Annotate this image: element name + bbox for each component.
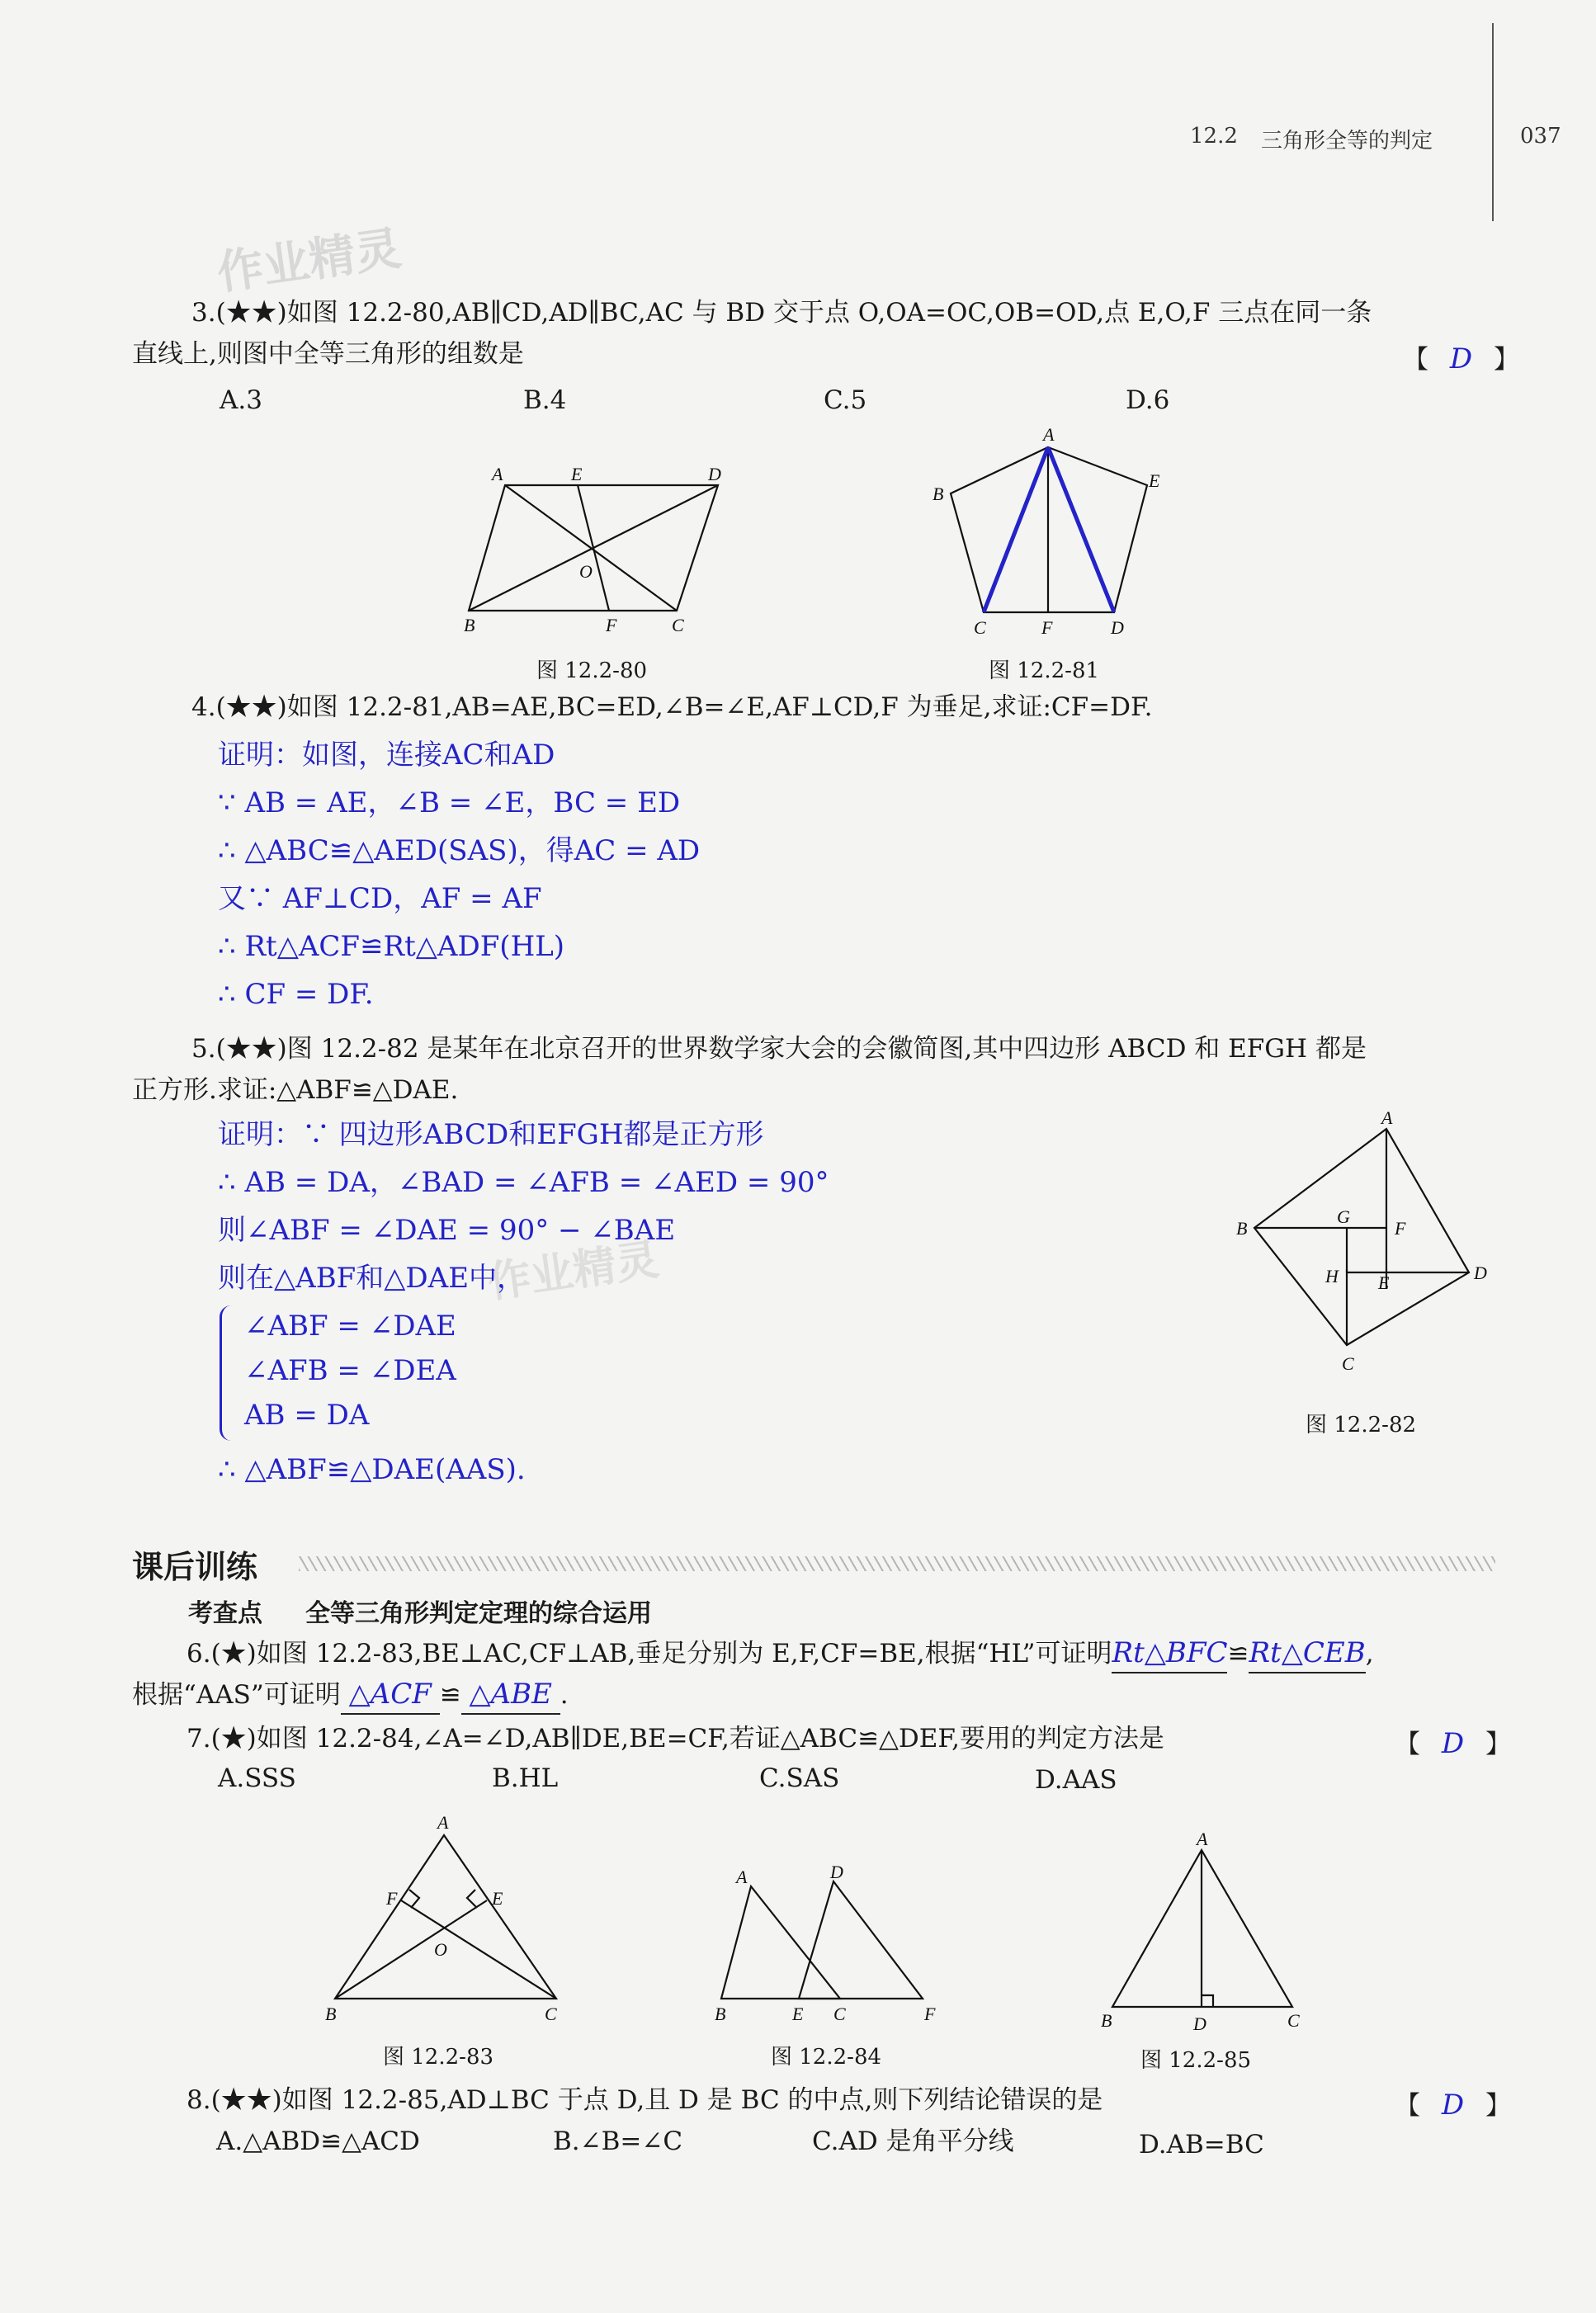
- q5-system-line-3: AB = DA: [244, 1399, 370, 1432]
- q6-cong-2: ≌: [439, 1680, 461, 1710]
- q6-line1: [187, 1634, 1374, 1673]
- header-title: 三角形全等的判定: [1261, 129, 1433, 153]
- q6-blank-2: Rt△CEB: [1249, 1634, 1365, 1673]
- q5-system-line-2: ∠AFB = ∠DEA: [244, 1354, 456, 1387]
- q4-proof-line-6: ∴ CF = DF.: [218, 978, 374, 1011]
- bracket-open: 【: [1395, 2091, 1420, 2121]
- bracket-close: 】: [1485, 2091, 1511, 2121]
- q8-text: 8.(★★)如图 12.2-85,AD⊥BC 于点 D,且 D 是 BC 的中点,则下列结论错误的是: [187, 2085, 1103, 2115]
- figure-12-2-82: [1221, 1106, 1502, 1395]
- q6-blank-3: △ACF: [341, 1675, 440, 1715]
- header-section: 12.2: [1190, 124, 1238, 149]
- fig83-label-f: F: [386, 1888, 398, 1909]
- fig81-label-a: A: [1043, 424, 1055, 445]
- q3-option-b: B.4: [523, 385, 567, 415]
- q6-prefix: 6.(★)如图 12.2-83,BE⊥AC,CF⊥AB,垂足分别为 E,F,CF=BE,根据“HL”可证明: [187, 1639, 1112, 1669]
- fig80-label-b: B: [464, 615, 475, 635]
- q5-conclusion: ∴ △ABF≌△DAE(AAS).: [218, 1453, 526, 1486]
- figure-12-2-83: [314, 1807, 578, 2030]
- kcd-text: 全等三角形判定定理的综合运用: [305, 1599, 652, 1628]
- q3-option-d: D.6: [1126, 385, 1170, 415]
- bracket-close: 】: [1493, 345, 1519, 375]
- q4-proof-line-1: 证明：如图，连接AC和AD: [218, 739, 555, 772]
- q6-line2-prefix: 根据“AAS”可证明: [132, 1680, 341, 1710]
- fig81-label-e: E: [1149, 470, 1160, 491]
- q3-option-a: A.3: [220, 385, 262, 415]
- watermark-2: 作业精灵: [484, 1234, 662, 1309]
- fig80-label-d: D: [708, 464, 721, 484]
- q7-option-b: B.HL: [492, 1763, 559, 1793]
- q3-line2: 直线上,则图中全等三角形的组数是: [132, 339, 524, 369]
- q5-proof: [218, 1111, 829, 1302]
- fig80-caption: 图 12.2-80: [536, 658, 648, 683]
- q4-proof: [218, 731, 700, 1018]
- fig84-label-b: B: [715, 2004, 726, 2024]
- fig82-label-h: H: [1325, 1266, 1339, 1286]
- watermark: 作业精灵: [214, 221, 405, 301]
- fig80-label-a: A: [492, 464, 503, 484]
- bracket-close: 】: [1485, 1730, 1511, 1759]
- fig81-label-c: C: [974, 617, 986, 638]
- fig85-label-b: B: [1101, 2010, 1112, 2031]
- fig83-label-o: O: [434, 1939, 447, 1960]
- fig80-label-e: E: [571, 464, 583, 484]
- q6-end: .: [560, 1680, 569, 1710]
- q6-tail: ,: [1365, 1639, 1374, 1669]
- fig84-caption: 图 12.2-84: [771, 2045, 882, 2070]
- figure-12-2-85: [1089, 1824, 1320, 2038]
- q6-blank-4: △ABE: [461, 1675, 560, 1715]
- fig82-caption: 图 12.2-82: [1306, 1413, 1417, 1437]
- fig81-label-d: D: [1111, 617, 1124, 638]
- q4-proof-line-5: ∴ Rt△ACF≌Rt△ADF(HL): [218, 930, 565, 963]
- fig80-label-c: C: [672, 615, 684, 635]
- fig84-label-d: D: [830, 1862, 843, 1882]
- fig85-label-c: C: [1287, 2010, 1300, 2031]
- fig80-label-o: O: [579, 561, 593, 582]
- q4-proof-line-4: 又∵ AF⊥CD，AF = AF: [218, 882, 542, 915]
- q8-option-b: B.∠B=∠C: [553, 2127, 683, 2156]
- fig85-label-a: A: [1197, 1829, 1208, 1849]
- section-heading-rule: [299, 1556, 1495, 1571]
- fig83-caption: 图 12.2-83: [383, 2045, 494, 2070]
- q8-option-a: A.△ABD≌△ACD: [216, 2127, 420, 2156]
- fig85-label-d: D: [1193, 2013, 1206, 2034]
- q5-proof-line-4: 则在△ABF和△DAE中，: [218, 1262, 526, 1295]
- q5-proof-line-3: 则∠ABF = ∠DAE = 90° − ∠BAE: [218, 1214, 676, 1247]
- fig83-label-e: E: [492, 1888, 503, 1909]
- q4-proof-line-3: ∴ △ABC≌△AED(SAS)，得AC = AD: [218, 834, 701, 867]
- q7-answer-bracket: [1395, 1725, 1511, 1763]
- fig82-label-d: D: [1474, 1263, 1487, 1283]
- q5-system: [244, 1304, 456, 1437]
- fig82-label-c: C: [1342, 1353, 1354, 1374]
- q4-proof-line-2: ∵ AB = AE，∠B = ∠E，BC = ED: [218, 786, 681, 819]
- fig84-label-f: F: [924, 2004, 936, 2024]
- fig80-label-f: F: [606, 615, 617, 635]
- figure-12-2-80: [446, 462, 751, 644]
- q7-option-a: A.SSS: [218, 1763, 296, 1793]
- q8-answer-bracket: [1395, 2086, 1511, 2125]
- q6-line2: [132, 1675, 569, 1715]
- q3-answer: D: [1449, 342, 1473, 375]
- q5-line2: 正方形.求证:△ABF≌△DAE.: [132, 1075, 459, 1105]
- q8-option-c: C.AD 是角平分线: [812, 2127, 1014, 2156]
- section-heading: 课后训练: [132, 1549, 258, 1585]
- kcd-label: 考查点: [188, 1599, 262, 1628]
- fig82-label-a: A: [1381, 1107, 1393, 1128]
- q6-cong-1: ≌: [1227, 1639, 1249, 1669]
- fig81-label-b: B: [933, 484, 944, 504]
- q5-line1: 5.(★★)图 12.2-82 是某年在北京召开的世界数学家大会的会徽简图,其中四边形 ABCD 和 EFGH 都是: [191, 1034, 1367, 1064]
- q7-option-d: D.AAS: [1035, 1765, 1117, 1795]
- q3-line1: 3.(★★)如图 12.2-80,AB∥CD,AD∥BC,AC 与 BD 交于点 O,OA=OC,OB=OD,点 E,O,F 三点在同一条: [191, 298, 1372, 328]
- fig83-label-a: A: [437, 1812, 449, 1833]
- q8-option-d: D.AB=BC: [1139, 2130, 1264, 2160]
- page-number: 037: [1520, 124, 1561, 149]
- fig81-label-f: F: [1041, 617, 1053, 638]
- q5-proof-line-2: ∴ AB = DA，∠BAD = ∠AFB = ∠AED = 90°: [218, 1166, 829, 1199]
- fig82-label-g: G: [1337, 1206, 1350, 1227]
- fig82-label-f: F: [1395, 1218, 1406, 1239]
- q6-blank-1: Rt△BFC: [1112, 1634, 1227, 1673]
- q7-answer: D: [1441, 1727, 1465, 1760]
- q3-answer-bracket: [1403, 340, 1519, 379]
- q7-text: 7.(★)如图 12.2-84,∠A=∠D,AB∥DE,BE=CF,若证△ABC≌△DEF,要用的判定方法是: [187, 1724, 1164, 1754]
- q7-option-c: C.SAS: [759, 1763, 840, 1793]
- bracket-open: 【: [1395, 1730, 1420, 1759]
- q8-answer: D: [1441, 2089, 1465, 2122]
- fig83-label-c: C: [545, 2004, 557, 2024]
- q3-option-c: C.5: [824, 385, 867, 415]
- q5-brace: [220, 1305, 237, 1441]
- q4-text: 4.(★★)如图 12.2-81,AB=AE,BC=ED,∠B=∠E,AF⊥CD,F 为垂足,求证:CF=DF.: [191, 692, 1153, 722]
- fig81-caption: 图 12.2-81: [989, 658, 1100, 683]
- fig82-label-e: E: [1378, 1272, 1390, 1293]
- header-divider: [1492, 23, 1494, 221]
- figure-12-2-81: [924, 421, 1172, 644]
- fig84-label-e: E: [792, 2004, 804, 2024]
- fig84-label-c: C: [833, 2004, 846, 2024]
- fig85-caption: 图 12.2-85: [1140, 2048, 1252, 2073]
- bracket-open: 【: [1403, 345, 1428, 375]
- fig82-label-b: B: [1236, 1218, 1248, 1239]
- fig83-label-b: B: [325, 2004, 337, 2024]
- figure-12-2-84: [701, 1857, 949, 2030]
- q5-system-line-1: ∠ABF = ∠DAE: [244, 1310, 456, 1343]
- fig84-label-a: A: [736, 1867, 748, 1887]
- q5-proof-line-1: 证明：∵ 四边形ABCD和EFGH都是正方形: [218, 1118, 764, 1151]
